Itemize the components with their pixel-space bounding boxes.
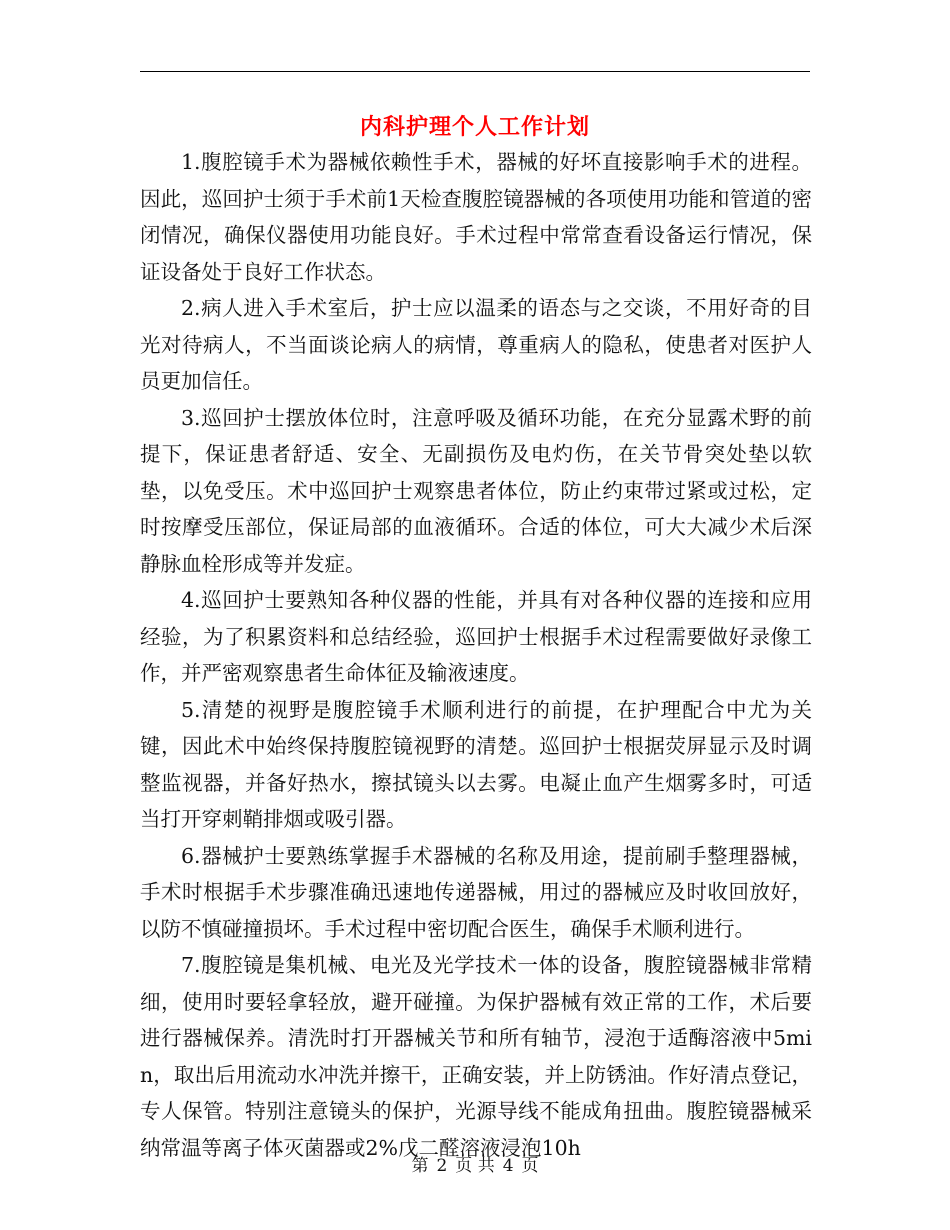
document-body xyxy=(140,144,812,1166)
footer-middle: 页 共 xyxy=(455,1156,495,1176)
page-footer xyxy=(0,1154,950,1178)
paragraph-3: 3.巡回护士摆放体位时，注意呼吸及循环功能，在充分显露术野的前提下，保证患者舒适、安全、无副损伤及电灼伤，在关节骨突处垫以软垫，以免受压。术中巡回护士观察患者体位，防止约束带过紧或过松，定时按摩受压部位，保证局部的血液循环。合适的体位，可大大减少术后深静脉血栓形成等并发症。 xyxy=(140,405,812,576)
paragraph-5: 5.清楚的视野是腹腔镜手术顺利进行的前提，在护理配合中尤为关键，因此术中始终保持腹腔镜视野的清楚。巡回护士根据荧屏显示及时调整监视器，并备好热水，擦拭镜头以去雾。电凝止血产生烟雾多时，可适当打开穿刺鞘排烟或吸引器。 xyxy=(140,697,812,831)
paragraph-6: 6.器械护士要熟练掌握手术器械的名称及用途，提前刷手整理器械，手术时根据手术步骤准确迅速地传递器械，用过的器械应及时收回放好，以防不慎碰撞损坏。手术过程中密切配合医生，确保手术顺利进行。 xyxy=(140,843,812,941)
paragraph-1: 1.腹腔镜手术为器械依赖性手术，器械的好坏直接影响手术的进程。因此，巡回护士须于手术前1天检查腹腔镜器械的各项使用功能和管道的密闭情况，确保仪器使用功能良好。手术过程中常常查看设备运行情况，保证设备处于良好工作状态。 xyxy=(140,150,812,284)
footer-prefix: 第 xyxy=(411,1156,429,1176)
footer-total-pages: 4 xyxy=(502,1156,514,1176)
paragraph-4: 4.巡回护士要熟知各种仪器的性能，并具有对各种仪器的连接和应用经验，为了积累资料和总结经验，巡回护士根据手术过程需要做好录像工作，并严密观察患者生命体征及输液速度。 xyxy=(140,588,812,685)
header-rule xyxy=(140,71,810,72)
paragraph-7: 7.腹腔镜是集机械、电光及光学技术一体的设备，腹腔镜器械非常精细，使用时要轻拿轻放，避开碰撞。为保护器械有效正常的工作，术后要进行器械保养。清洗时打开器械关节和所有轴节，浸泡于适酶溶液中5min，取出后用流动水冲洗并擦干，正确安装，并上防锈油。作好清点登记，专人保管。特别注意镜头的保护，光源导线不能成角扭曲。腹腔镜器械采纳常温等离子体灭菌器或2%戊二醛溶液浸泡10h xyxy=(140,953,812,1160)
document-title: 内科护理个人工作计划 xyxy=(359,114,590,140)
paragraph-2: 2.病人进入手术室后，护士应以温柔的语态与之交谈，不用好奇的目光对待病人，不当面谈论病人的病情，尊重病人的隐私，使患者对医护人员更加信任。 xyxy=(140,296,812,393)
footer-suffix: 页 xyxy=(521,1156,539,1176)
footer-page-number: 2 xyxy=(436,1156,448,1176)
